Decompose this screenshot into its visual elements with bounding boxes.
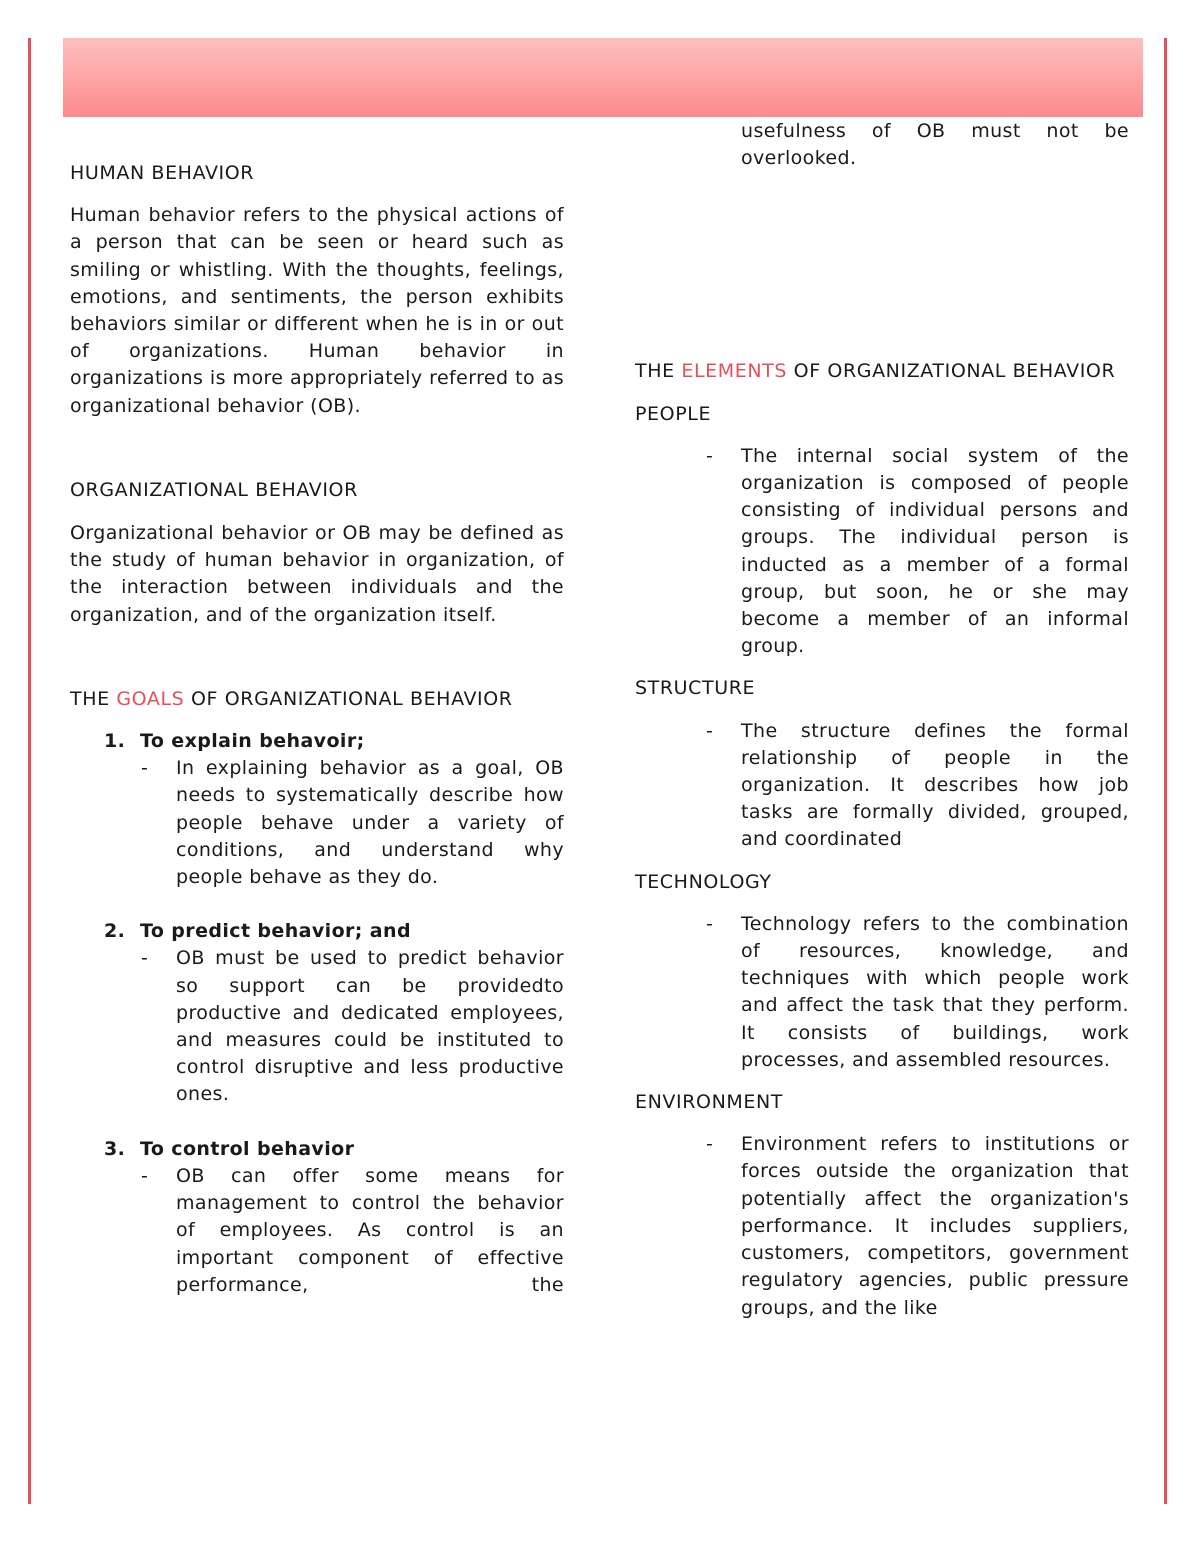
goal-item-1 [70,728,564,891]
goal-title: To control behavior [140,1137,355,1160]
goal-number: 3. [104,1137,126,1160]
human-behavior-body: Human behavior refers to the physical actions of a person that can be seen or heard such as smiling or whistling. With the thoughts, feelings, emotions, and sentiments, the person exhibits behaviors similar or different when he is in or out of organizations. Human behavior in organizations is more appropriately referred to as organizational behavior (OB). [70,204,564,417]
goal-title-row [70,728,564,755]
header-banner [63,38,1143,117]
element-technology-title: TECHNOLOGY [635,870,772,893]
goal-description: - OB must be used to predict behavior so support can be providedto productive and dedicated employees, and measures could be instituted to control disruptive and less productive ones. [70,945,564,1108]
goal-title: To predict behavior; and [140,920,411,943]
goal-item-3 [70,1136,564,1299]
left-margin-rule [28,38,31,1504]
elements-heading-pre: THE [635,360,682,383]
goal-title-row [70,918,564,945]
goals-heading [70,686,564,713]
organizational-behavior-body: Organizational behavior or OB may be defined as the study of human behavior in organization, of the interaction between individuals and the organization, and of the organization itself. [70,522,564,626]
goal-description: - In explaining behavior as a goal, OB needs to systematically describe how people behave under a variety of conditions, and understand why people behave as they do. [70,755,564,891]
goal-item-2 [70,918,564,1108]
elements-heading-accent: ELEMENTS [681,360,788,383]
element-environment-text: - Environment refers to institutions or forces outside the organization that potentially affect the organization's performance. It includes suppliers, customers, competitors, government regulatory agencies, public pressure groups, and the like [635,1131,1129,1321]
right-margin-rule [1164,38,1167,1504]
goal-title: To explain behavoir; [140,730,365,753]
goal-number: 1. [104,730,126,753]
goal-description: - OB can offer some means for management to control the behavior of employees. As control is an important component of effective performance, the [70,1163,564,1299]
goal-title-row [70,1136,564,1163]
elements-heading [635,358,1129,385]
goal-number: 2. [104,920,126,943]
right-column [635,118,1129,1322]
element-people-title: PEOPLE [635,402,712,425]
organizational-behavior-heading: ORGANIZATIONAL BEHAVIOR [70,478,358,501]
goals-heading-accent: GOALS [116,687,185,710]
element-technology-text: - Technology refers to the combination of resources, knowledge, and techniques with which people work and affect the task that they perform. It consists of buildings, work processes, and assembled resources. [635,911,1129,1074]
element-environment-title: ENVIRONMENT [635,1091,784,1114]
left-column [70,160,564,1299]
goals-heading-pre: THE [70,687,117,710]
element-people-text: - The internal social system of the organization is composed of people consisting of individual persons and groups. The individual person is inducted as a member of a formal group, but soon, he or she may become a member of an informal group. [635,443,1129,661]
element-structure-text: - The structure defines the formal relationship of people in the organization. It describes how job tasks are formally divided, grouped, and coordinated [635,718,1129,854]
goal-3-continuation: usefulness of OB must not be overlooked. [741,120,1129,170]
element-structure-title: STRUCTURE [635,677,756,700]
elements-heading-post: OF ORGANIZATIONAL BEHAVIOR [787,360,1116,383]
human-behavior-heading: HUMAN BEHAVIOR [70,162,255,184]
goals-heading-post: OF ORGANIZATIONAL BEHAVIOR [184,687,513,710]
